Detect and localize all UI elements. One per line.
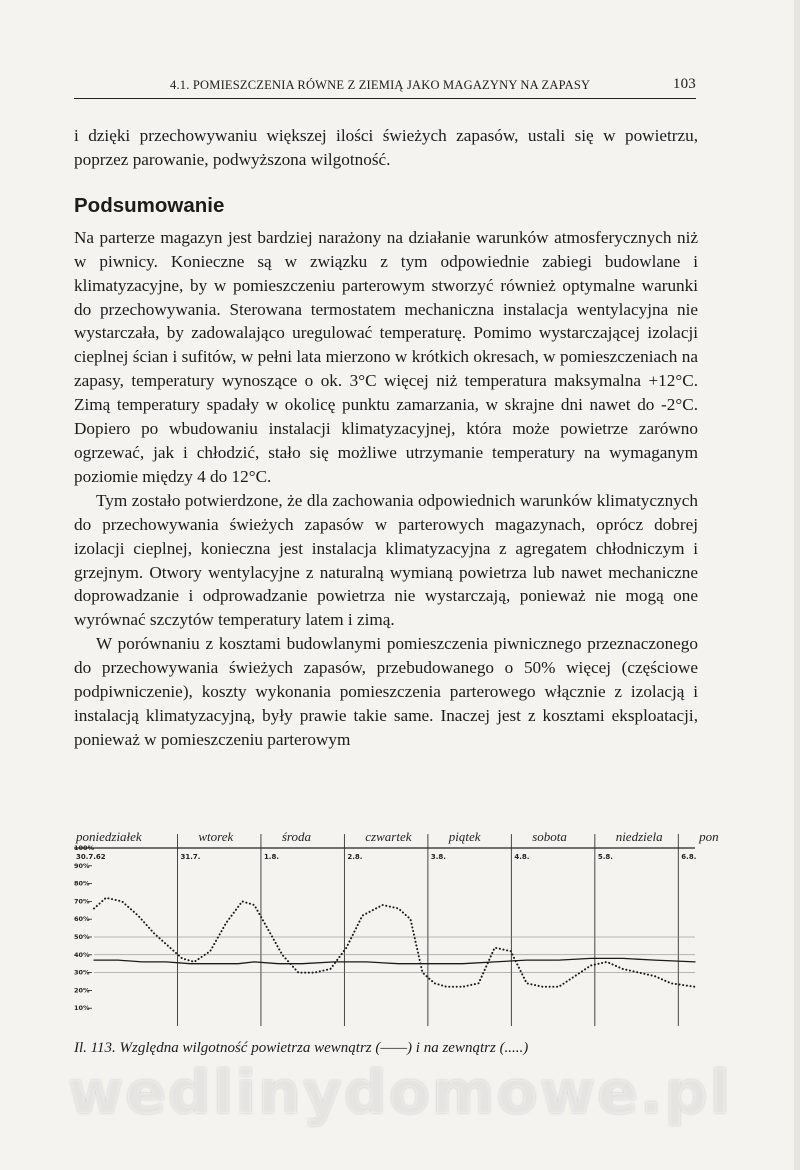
- body-text: [74, 124, 698, 752]
- y-tick-label: 90%: [74, 861, 90, 870]
- date-mark: 6.8.: [681, 853, 697, 861]
- day-label: pon: [699, 829, 719, 844]
- y-tick-label: 70%: [74, 897, 90, 906]
- date-mark: 3.8.: [430, 853, 446, 861]
- date-mark: 30.7.62: [76, 853, 106, 861]
- day-label: piątek: [448, 829, 481, 844]
- paragraph: Na parterze magazyn jest bardziej narażony na działanie warunków atmosferycznych niż w piwnicy. Konieczne są w związku z tym odpowiednie zabiegi budowlane i klimatyzacyjne, by w pomieszczeniu parterowym stworzyć również optymalne warunki do przechowywania. Sterowana termostatem mechaniczna instalacja wentylacyjna nie wystarczała, by zadowalająco uregulować temperaturę. Pomimo wystarczającej izolacji cieplnej ścian i sufitów, w pełni lata mierzono w krótkich okresach, w pomieszczeniach na zapasy, temperatury wynoszące o ok. 3°C więcej niż temperatura maksymalna +12°C. Zimą temperatury spadały w okolicę punktu zamarzania, w skrajne dni nawet do -2°C. Dopiero po wbudowaniu instalacji klimatyzacyjnej, która może powietrze zarówno ogrzewać, jak i chłodzić, stało się możliwe utrzymanie temperatury na wymaganym poziomie między 4 do 12°C.: [74, 227, 698, 486]
- section-heading: Podsumowanie: [74, 193, 225, 217]
- y-tick-label: 40%: [74, 950, 90, 959]
- date-mark: 1.8.: [263, 853, 280, 861]
- date-mark: 4.8.: [514, 853, 530, 861]
- paragraph: i dzięki przechowywaniu większej ilości świeżych zapasów, ustali się w powietrzu, poprzez parowanie, podwyższona wilgotność.: [74, 126, 698, 169]
- y-tick-label: 30%: [74, 968, 90, 977]
- humidity-chart: [70, 826, 719, 1036]
- y-tick-label: 100%: [74, 844, 95, 852]
- date-mark: 31.7.: [180, 853, 201, 861]
- running-header: [74, 76, 696, 99]
- date-mark: 2.8.: [347, 853, 363, 861]
- page-edge: [794, 0, 800, 1170]
- running-title: 4.1. POMIESZCZENIA RÓWNE Z ZIEMIĄ JAKO MAGAZYNY NA ZAPASY: [170, 78, 591, 92]
- y-tick-label: 20%: [74, 986, 90, 995]
- day-label: niedziela: [615, 829, 663, 844]
- day-label: czwartek: [365, 829, 412, 844]
- paragraph: Tym zostało potwierdzone, że dla zachowania odpowiednich warunków klimatycznych do przechowywania świeżych zapasów w parterowych magazynach, oprócz dobrej izolacji cieplnej, konieczna jest instalacja klimatyzacyjna z agregatem chłodniczym i grzejnym. Otwory wentylacyjne z naturalną wymianą powietrza lub nawet mechaniczne doprowadzanie i odprowadzanie powietrza nie wystarczają, ponieważ nie mogą one wyrównać szczytów temperatury latem i zimą.: [74, 490, 698, 630]
- paragraph: W porównaniu z kosztami budowlanymi pomieszczenia piwnicznego przeznaczonego do przechowywania świeżych zapasów, przebudowanego o 50% więcej (częściowe podpiwniczenie), koszty wykonania pomieszczenia parterowego włącznie z izolacją i instalacją klimatyzacyjną, były prawie takie same. Inaczej jest z kosztami eksploatacji, ponieważ w pomieszczeniu parterowym: [74, 634, 698, 749]
- page-number: 103: [672, 76, 696, 92]
- day-label: wtorek: [198, 829, 234, 844]
- watermark-text: wedlinydomowe.pl: [67, 1058, 733, 1128]
- series-outside-line: [94, 898, 695, 987]
- y-tick-label: 60%: [74, 915, 90, 924]
- date-mark: 5.8.: [597, 853, 613, 861]
- day-label: poniedziałek: [76, 829, 142, 844]
- y-tick-label: 10%: [74, 1004, 90, 1013]
- day-label: sobota: [532, 829, 567, 844]
- y-tick-label: 80%: [74, 879, 90, 888]
- figure-caption: Il. 113. Względna wilgotność powietrza wewnątrz (——) i na zewnątrz (.....): [74, 1040, 529, 1056]
- day-label: środa: [281, 829, 311, 844]
- y-tick-label: 50%: [74, 933, 90, 941]
